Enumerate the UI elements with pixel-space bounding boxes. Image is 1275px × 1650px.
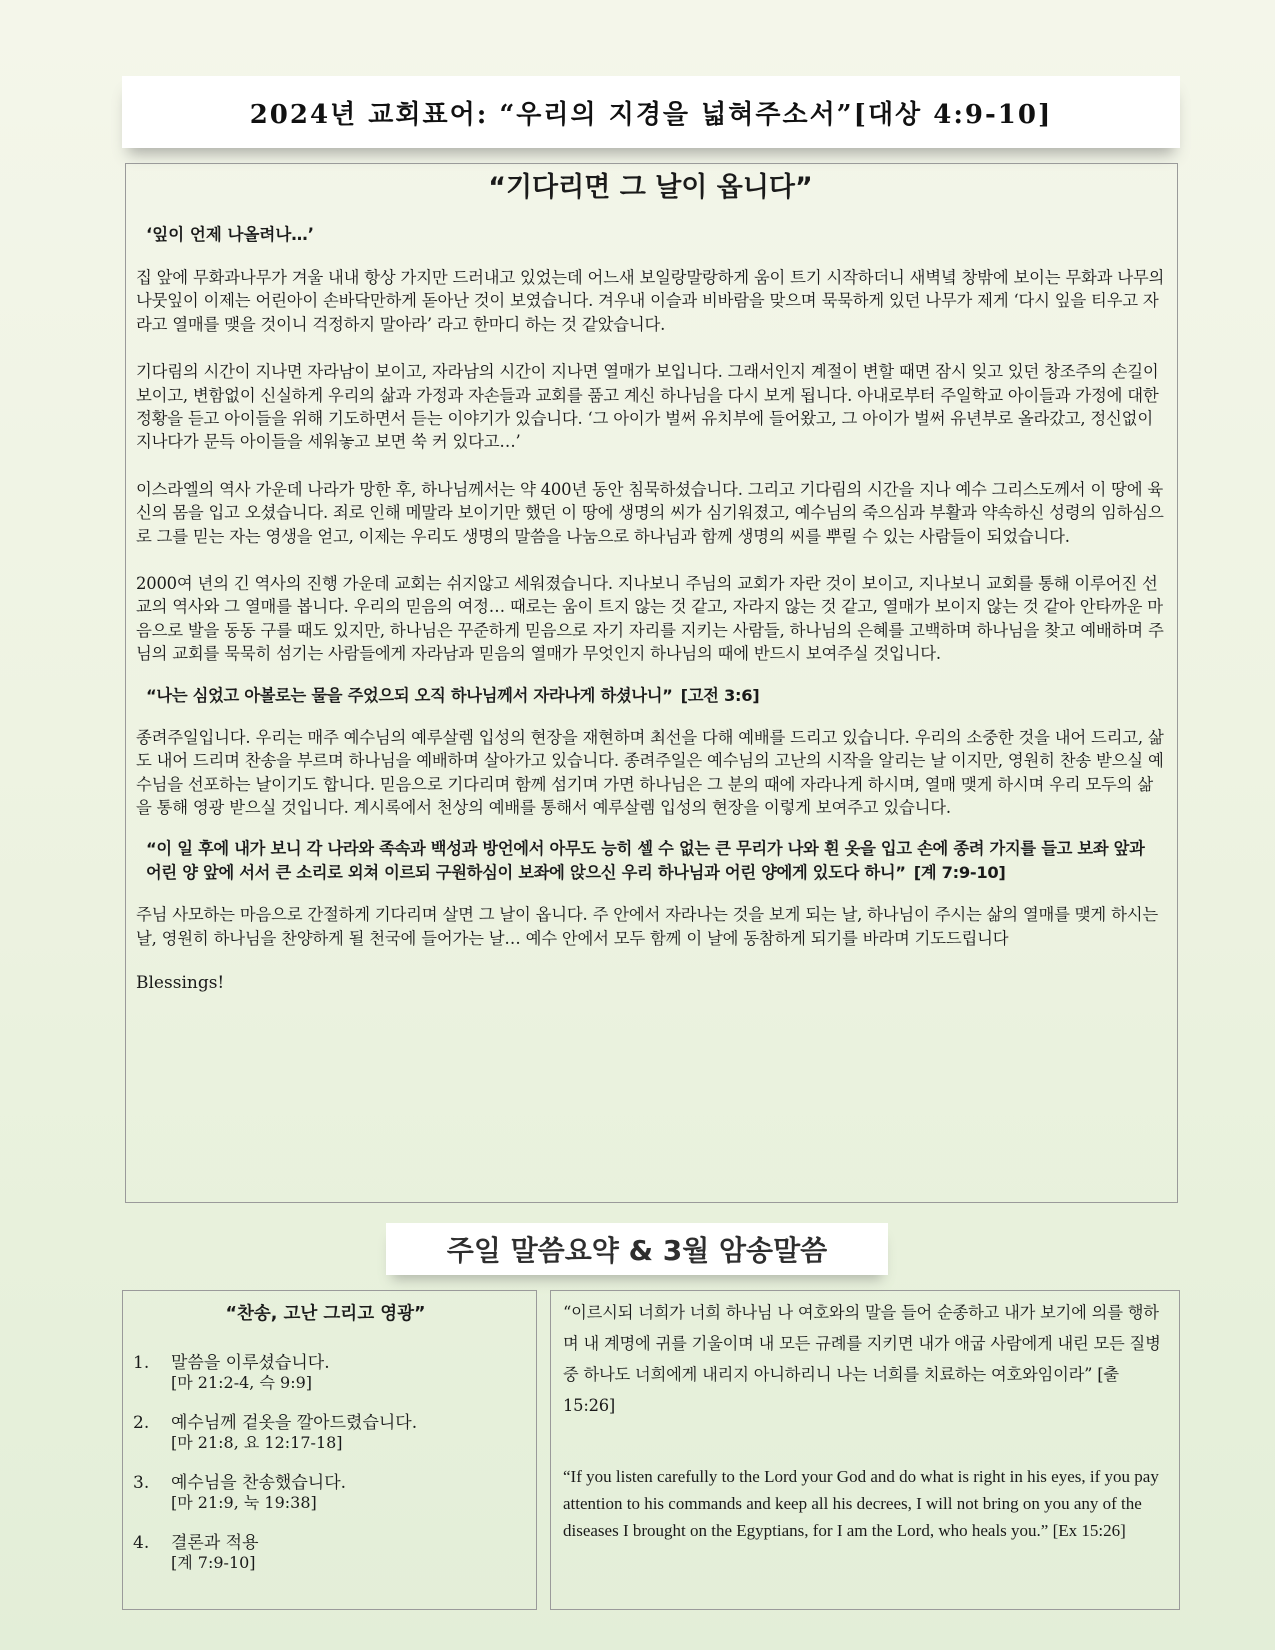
list-number: 4. — [133, 1533, 150, 1553]
memory-verse-box — [550, 1290, 1180, 1610]
church-motto: 2024년 교회표어: “우리의 지경을 넓혀주소서”[대상 4:9-10] — [249, 99, 1053, 130]
list-content — [171, 1353, 330, 1393]
list-content — [171, 1533, 259, 1573]
article-title: “기다리면 그 날이 옵니다” — [488, 172, 813, 203]
list-item — [133, 1473, 518, 1513]
article-subtitle-quote: ‘잎이 언제 나올려나…’ — [146, 225, 315, 244]
list-item — [133, 1413, 518, 1453]
scripture-text: “이 일 후에 내가 보니 각 나라와 족속과 백성과 방언에서 아무도 능히 셀 수 없는 큰 무리가 나와 흰 옷을 입고 손에 종려 가지를 들고 보좌 앞과 어린 양 앞에 서서 큰 소리로 외쳐 이르되 구원하심이 보좌에 앉으신 우리 하나님과 어린 양에게 있도다 하니” — [146, 839, 1145, 883]
article-paragraph: 주님 사모하는 마음으로 간절하게 기다리며 살면 그 날이 옵니다. 주 안에서 자라나는 것을 보게 되는 날, 하나님이 주시는 삶의 열매를 맺게 하시는 날, 영원히 하나님을 찬양하게 될 천국에 들어가는 날… 예수 안에서 모두 함께 이 날에 동참하게 되기를 바라며 기도드립니다 — [136, 905, 1158, 948]
header-banner — [122, 76, 1180, 148]
point-reference: [마 21:2-4, 슥 9:9] — [171, 1373, 313, 1392]
scripture-quote — [146, 837, 1165, 885]
point-text: 예수님께 겉옷을 깔아드렸습니다. — [171, 1413, 418, 1433]
scripture-quote — [146, 684, 1165, 708]
list-item — [133, 1533, 518, 1573]
section-banner — [386, 1223, 888, 1275]
point-reference: [마 21:9, 눅 19:38] — [171, 1493, 317, 1512]
point-text: 예수님을 찬송했습니다. — [171, 1473, 347, 1493]
article-box — [125, 163, 1178, 1203]
scripture-reference: [고전 3:6] — [680, 685, 760, 705]
section-title: 주일 말씀요약 & 3월 암송말씀 — [446, 1234, 828, 1267]
list-number: 3. — [133, 1473, 150, 1493]
point-reference: [계 7:9-10] — [171, 1553, 256, 1572]
article-paragraph: 기다림의 시간이 지나면 자라남이 보이고, 자라남의 시간이 지나면 열매가 보입니다. 그래서인지 계절이 변할 때면 잠시 잊고 있던 창조주의 손길이 보이고, 변함없이 신실하게 우리의 삶과 가정과 자손들과 교회를 품고 계신 하나님을 다시 보게 됩니다. 아내로부터 주일학교 아이들과 가정에 대한 정황을 듣고 아이들을 위해 기도하면서 듣는 이야기가 있습니다. ‘그 아이가 벌써 유치부에 들어왔고, 그 아이가 벌써 유년부로 올라갔고, 정신없이 지나다가 문득 아이들을 세워놓고 보면 쑥 커 있다고…’ — [136, 362, 1159, 452]
list-content — [171, 1413, 417, 1453]
article-paragraph: 집 앞에 무화과나무가 겨울 내내 항상 가지만 드러내고 있었는데 어느새 보일랑말랑하게 움이 트기 시작하더니 새벽녘 창밖에 보이는 무화과 나무의 나뭇잎이 이제는 어린아이 손바닥만하게 돋아난 것이 보였습니다. 겨우내 이슬과 비바람을 맞으며 묵묵하게 있던 나무가 제게 ‘다시 잎을 티우고 자라고 열매를 맺을 것이니 걱정하지 말아라’ 라고 한마디 하는 것 같았습니다. — [136, 268, 1165, 334]
sermon-outline — [133, 1353, 518, 1573]
point-text: 결론과 적용 — [171, 1533, 259, 1553]
memory-verse-korean: “이르시되 너희가 너희 하나님 나 여호와의 말을 들어 순종하고 내가 보기에 의를 행하며 내 계명에 귀를 기울이며 내 모든 규례를 지키면 내가 애굽 사람에게 내린 모든 질병 중 하나도 너희에게 내리지 아니하리니 나는 너희를 치료하는 여호와임이라” [출 15:26] — [563, 1303, 1161, 1415]
sermon-summary-box — [122, 1290, 537, 1610]
article-paragraph: 이스라엘의 역사 가운데 나라가 망한 후, 하나님께서는 약 400년 동안 침묵하셨습니다. 그리고 기다림의 시간을 지나 예수 그리스도께서 이 땅에 육신의 몸을 입고 오셨습니다. 죄로 인해 메말라 보이기만 했던 이 땅에 생명의 씨가 심기워졌고, 예수님의 죽으심과 부활과 약속하신 성령의 임하심으로 그를 믿는 자는 영생을 얻고, 이제는 우리도 생명의 말씀을 나눔으로 하나님과 함께 생명의 씨를 뿌릴 수 있는 사람들이 되었습니다. — [136, 479, 1164, 546]
memory-verse-english: “If you listen carefully to the Lord your God and do what is right in his eyes, if you pay attention to his commands and keep all his decrees, I will not bring on you any of the diseases I brought on the Egyptians, for I am the Lord, who heals you.” [Ex 15:26] — [563, 1467, 1159, 1540]
list-number: 2. — [133, 1413, 150, 1433]
list-item — [133, 1353, 518, 1393]
list-number: 1. — [133, 1353, 150, 1373]
sermon-title: “찬송, 고난 그리고 영광” — [225, 1304, 426, 1324]
closing-greeting: Blessings! — [136, 973, 225, 994]
article-paragraph: 2000여 년의 긴 역사의 진행 가운데 교회는 쉬지않고 세워졌습니다. 지나보니 주님의 교회가 자란 것이 보이고, 지나보니 교회를 통해 이루어진 선교의 역사와 그 열매를 봅니다. 우리의 믿음의 여정… 때로는 움이 트지 않는 것 같고, 자라지 않는 것 같고, 열매가 보이지 않는 것 같아 안타까운 마음으로 발을 동동 구를 때도 있지만, 하나님은 꾸준하게 믿음으로 자기 자리를 지키는 사람들, 하나님의 은혜를 고백하며 하나님을 찾고 예배하며 주님의 교회를 묵묵히 섬기는 사람들에게 자라남과 믿음의 열매가 무엇인지 하나님의 때에 반드시 보여주실 것입니다. — [136, 574, 1164, 664]
scripture-text: “나는 심었고 아볼로는 물을 주었으되 오직 하나님께서 자라나게 하셨나니” — [146, 685, 673, 705]
article-paragraph: 종려주일입니다. 우리는 매주 예수님의 예루살렘 입성의 현장을 재현하며 최선을 다해 예배를 드리고 있습니다. 우리의 소중한 것을 내어 드리고, 삶도 내어 드리며 찬송을 부르며 하나님을 예배하며 살아가고 있습니다. 종려주일은 예수님의 고난의 시작을 알리는 날 이지만, 영원히 찬송 받으실 예수님을 선포하는 날이기도 합니다. 믿음으로 기다리며 함께 섬기며 가면 하나님은 그 분의 때에 자라나게 하시며, 열매 맺게 하시며 우리 모두의 삶을 통해 영광 받으실 것입니다. 계시록에서 천상의 예배를 통해서 예루살렘 입성의 현장을 이렇게 보여주고 있습니다. — [136, 727, 1164, 817]
point-text: 말씀을 이루셨습니다. — [171, 1353, 330, 1373]
point-reference: [마 21:8, 요 12:17-18] — [171, 1433, 343, 1452]
list-content — [171, 1473, 346, 1513]
scripture-reference: [계 7:9-10] — [913, 863, 1006, 883]
